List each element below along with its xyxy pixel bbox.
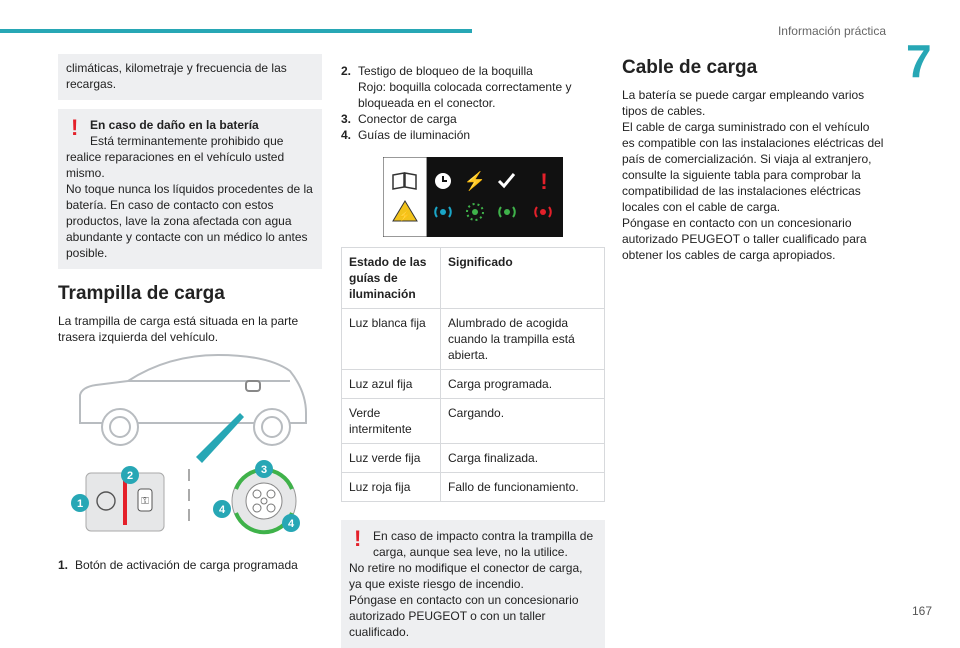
car-outline-drawing xyxy=(80,355,306,445)
table-row xyxy=(342,370,605,399)
column-3 xyxy=(622,57,884,263)
list-item xyxy=(58,557,322,573)
table-cell: Carga programada. xyxy=(441,370,605,399)
fault-exclamation-icon: ! xyxy=(540,169,548,194)
table-cell: Luz verde fija xyxy=(342,444,441,473)
battery-warning-title: En caso de daño en la batería xyxy=(90,118,259,132)
warning-exclamation-icon: ! xyxy=(71,115,79,140)
list-item-number: 2. xyxy=(341,64,352,78)
table-header-cell: Significado xyxy=(441,248,605,309)
list-item-text: Guías de iluminación xyxy=(358,128,471,142)
warning-exclamation-icon: ! xyxy=(354,526,362,551)
column-2 xyxy=(341,63,605,648)
table-row xyxy=(342,444,605,473)
list-item-text: Testigo de bloqueo de la boquilla Rojo: boquilla colocada correctamente y bloqueada en el conector. xyxy=(358,64,572,110)
table-row xyxy=(342,473,605,502)
callout-badge-3 xyxy=(255,460,273,478)
pointer-arrow xyxy=(196,413,244,463)
charging-flap-text: La trampilla de carga está situada en la parte trasera izquierda del vehículo. xyxy=(58,314,299,344)
table-cell: Luz azul fija xyxy=(342,370,441,399)
callout-label-2: 2 xyxy=(126,470,134,482)
table-row xyxy=(342,309,605,370)
intro-text: climáticas, kilometraje y frecuencia de las recargas. xyxy=(66,61,287,91)
list-item xyxy=(341,127,605,143)
table-header-row xyxy=(342,248,605,309)
table-cell: Luz roja fija xyxy=(342,473,441,502)
table-cell: Alumbrado de acogida cuando la trampilla está abierta. xyxy=(441,309,605,370)
impact-warning-text-2: No retire no modifique el conector de carga, ya que existe riesgo de incendio. Póngase en contacto con un concesionario autorizado PEUGEOT o con un taller cualificado. xyxy=(349,561,583,639)
clock-icon xyxy=(435,173,451,189)
callout-label-1: 1 xyxy=(76,498,84,510)
intro-box xyxy=(58,54,322,100)
charging-flap-title: Trampilla de carga xyxy=(58,283,225,304)
chapter-number: 7 xyxy=(906,35,932,87)
list-item-number: 1. xyxy=(58,558,69,572)
callout-label-4a: 4 xyxy=(218,504,226,516)
table-cell: Fallo de funcionamiento. xyxy=(441,473,605,502)
callout-label-4b: 4 xyxy=(287,518,295,530)
column-1 xyxy=(58,54,322,573)
callout-badge-4a xyxy=(213,500,231,518)
charging-flap-figure xyxy=(58,351,322,547)
header-accent-bar xyxy=(0,29,472,33)
lightning-icon: ⚡ xyxy=(463,171,487,191)
list-item xyxy=(341,63,605,111)
svg-text:⚿: ⚿ xyxy=(141,496,149,507)
list-item-number: 4. xyxy=(341,128,352,142)
table-cell: Cargando. xyxy=(441,399,605,444)
callout-label-3: 3 xyxy=(260,464,268,476)
charging-cable-text: La batería se puede cargar empleando varios tipos de cables. El cable de carga suministrado con el vehículo es compatible con las instalaciones eléctricas del país de comercialización. Si viaja al extranjero, consulte la siguiente tabla para comprobar la compatibilidad de las instalaciones eléctricas locales con el cable de carga. Póngase en contacto con un concesionario autorizado PEUGEOT o taller cualificado para obtener los cables de carga apropiados. xyxy=(622,88,884,262)
page-number: 167 xyxy=(911,604,932,618)
table-header-cell: Estado de las guías de iluminación xyxy=(342,248,441,309)
list-item-text: Botón de activación de carga programada xyxy=(75,558,298,572)
charging-cable-title: Cable de carga xyxy=(622,57,758,78)
table-cell: Luz blanca fija xyxy=(342,309,441,370)
table-row xyxy=(342,399,605,444)
battery-warning-box xyxy=(58,109,322,269)
table-cell: Carga finalizada. xyxy=(441,444,605,473)
lighting-guide-table xyxy=(341,247,605,502)
battery-warning-text: Está terminantemente prohibido que realice reparaciones en el vehículo usted mismo. No toque nunca los líquidos procedentes de la batería. En caso de contacto con estos productos, lave la zona afectada con agua abundante y contacte con un médico lo antes posible. xyxy=(66,134,313,260)
header-title: Información práctica xyxy=(777,24,886,38)
callout-badge-1 xyxy=(71,494,89,512)
callout-badge-2 xyxy=(121,466,139,484)
list-item xyxy=(341,111,605,127)
callout-badge-4b xyxy=(282,514,300,532)
impact-warning-box xyxy=(341,520,605,648)
list-item-text: Conector de carga xyxy=(358,112,457,126)
list-item-number: 3. xyxy=(341,112,352,126)
indicator-panel-figure xyxy=(383,157,563,237)
svg-text:⚡: ⚡ xyxy=(398,211,412,222)
table-cell: Verde intermitente xyxy=(342,399,441,444)
impact-warning-text-1: En caso de impacto contra la trampilla de carga, aunque sea leve, no la utilice. xyxy=(373,529,594,559)
